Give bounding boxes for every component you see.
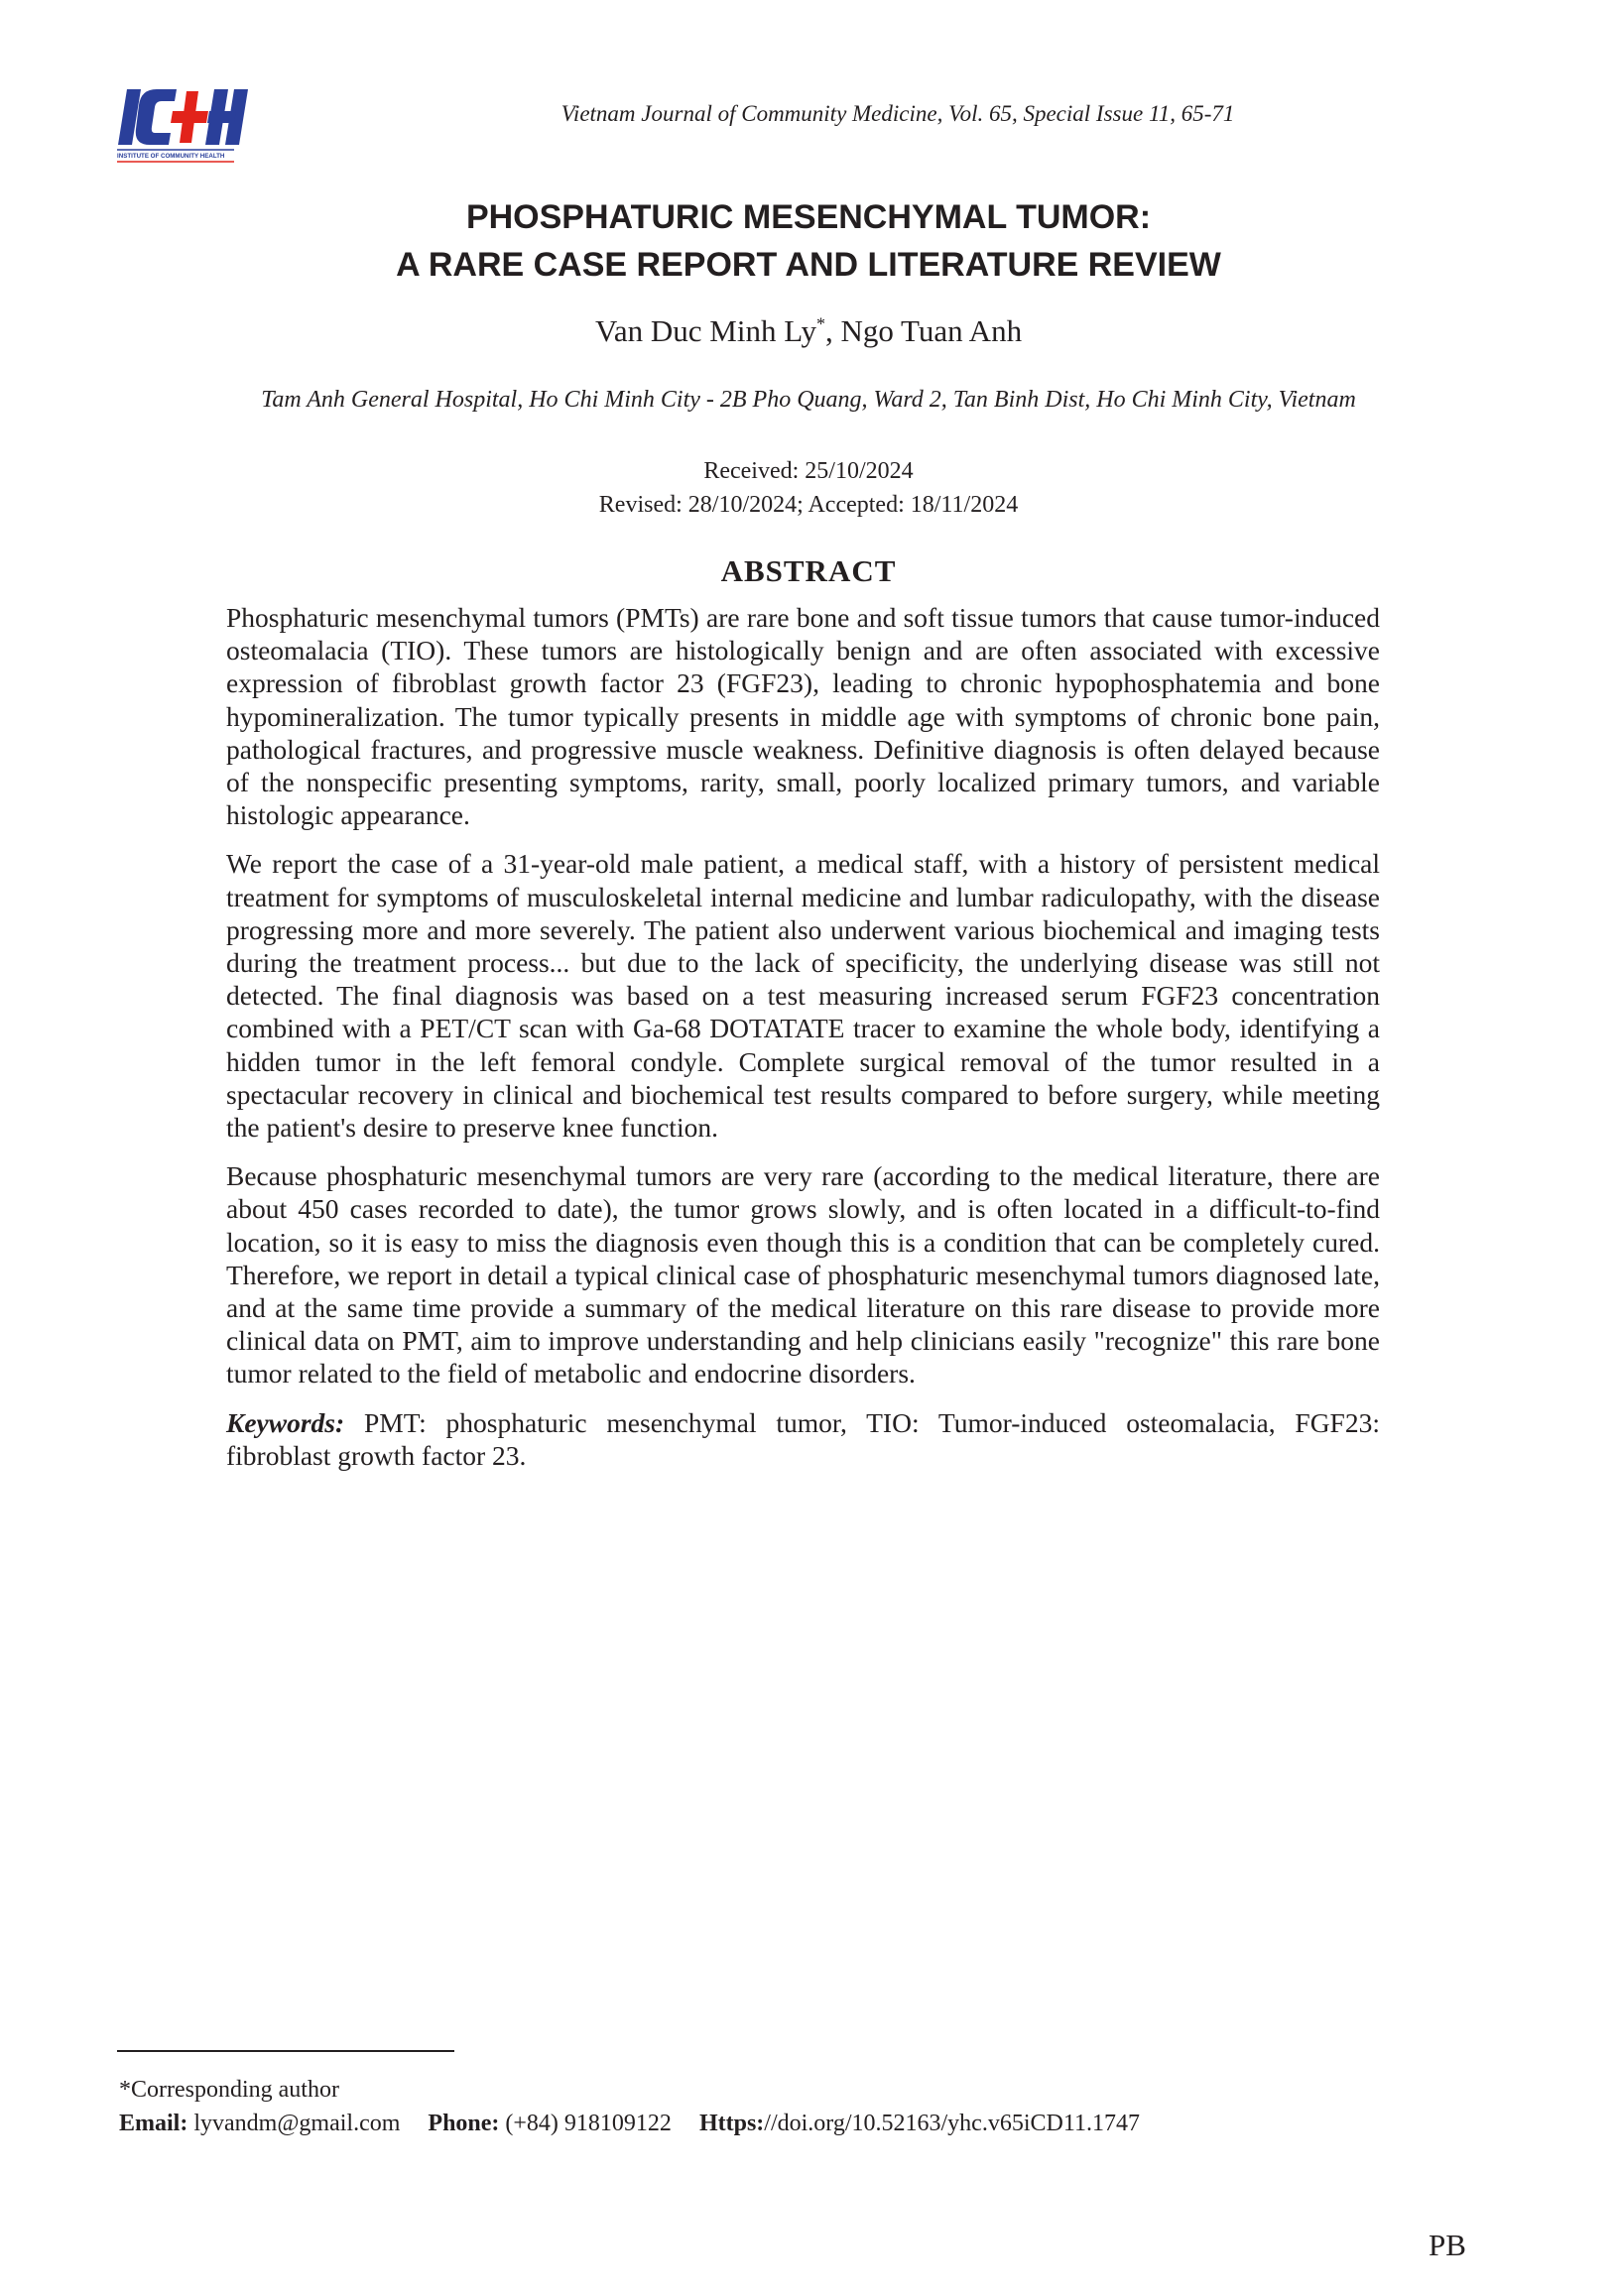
email-label: Email: — [119, 2111, 188, 2136]
abstract-paragraph: Because phosphaturic mesenchymal tumors are very rare (according to the medical literature, there are about 450 cases recorded to date), the tumor grows slowly, and is often located in a difficult-to-find location, so it is easy to miss the diagnosis even though this is a condition that can be completely cured. Therefore, we report in detail a typical clinical case of phosphaturic mesenchymal tumors diagnosed late, and at the same time provide a summary of the medical literature on this rare disease to provide more clinical data on PMT, aim to improve understanding and help clinicians easily "recognize" this rare bone tumor related to the field of metabolic and endocrine disorders. — [226, 1160, 1380, 1390]
keywords-label: Keywords: — [226, 1406, 345, 1438]
revised-accepted-date: Revised: 28/10/2024; Accepted: 18/11/2024 — [598, 492, 1019, 518]
abstract-heading: ABSTRACT — [720, 553, 897, 588]
title-line-2: A RARE CASE REPORT AND LITERATURE REVIEW — [396, 246, 1221, 284]
author-separator: , — [824, 313, 841, 348]
phone-label: Phone: — [428, 2111, 500, 2136]
keywords — [226, 1406, 1380, 1472]
abstract-paragraph: Phosphaturic mesenchymal tumors (PMTs) are rare bone and soft tissue tumors that cause tumor-induced osteomalacia (TIO). These tumors are histologically benign and are often associated with excessive expression of fibroblast growth factor 23 (FGF23), leading to chronic hypophosphatemia and bone hypomineralization. The tumor typically presents in middle age with symptoms of chronic bone pain, pathological fractures, and progressive muscle weakness. Definitive diagnosis is often delayed because of the nonspecific presenting symptoms, rarity, small, poorly localized primary tumors, and variable histologic appearance. — [226, 602, 1380, 831]
journal-citation: Vietnam Journal of Community Medicine, Vol. 65, Special Issue 11, 65-71 — [560, 101, 1235, 126]
article-title — [159, 193, 1458, 289]
phone-number: (+84) 918109122 — [499, 2111, 672, 2136]
author-name: Ngo Tuan Anh — [840, 313, 1023, 348]
institute-logo — [117, 87, 248, 165]
author-list — [0, 313, 1617, 349]
contact-line — [119, 2111, 1140, 2137]
abstract-body — [226, 601, 1380, 1488]
abstract-paragraph: We report the case of a 31-year-old male patient, a medical staff, with a history of persistent medical treatment for symptoms of musculoskeletal internal medicine and lumbar radiculopathy, with the disease progressing more and more severely. The patient also underwent various biochemical and imaging tests during the treatment process... but due to the lack of specificity, the underlying disease was still not detected. The final diagnosis was based on a test measuring increased serum FGF23 concentration combined with a PET/CT scan with Ga-68 DOTATATE tracer to examine the whole body, identifying a hidden tumor in the left femoral condyle. Complete surgical removal of the tumor resulted in a spectacular recovery in clinical and biochemical test results compared to before surgery, while meeting the patient's desire to preserve knee function. — [226, 848, 1380, 1144]
title-line-1: PHOSPHATURIC MESENCHYMAL TUMOR: — [465, 198, 1152, 236]
corresponding-mark: * — [815, 313, 825, 334]
logo-caption: INSTITUTE OF COMMUNITY HEALTH — [117, 153, 225, 160]
footnote-divider — [117, 2050, 454, 2052]
page-number: PB — [1429, 2228, 1466, 2262]
corresponding-author-note: *Corresponding author — [119, 2077, 339, 2103]
doi-link[interactable]: //doi.org/10.52163/yhc.v65iCD11.1747 — [764, 2111, 1140, 2136]
keywords-text: PMT: phosphaturic mesenchymal tumor, TIO: Tumor-induced osteomalacia, FGF23: fibroblast growth factor 23. — [226, 1406, 1380, 1471]
red-cross-icon — [171, 91, 208, 143]
affiliation: Tam Anh General Hospital, Ho Chi Minh City - 2B Pho Quang, Ward 2, Tan Binh Dist, Ho Chi Minh City, Vietnam — [261, 387, 1356, 413]
doi-label: Https: — [698, 2111, 765, 2136]
email-address[interactable]: lyvandm@gmail.com — [187, 2111, 401, 2136]
article-dates — [0, 454, 1617, 522]
author-name: Van Duc Minh Ly — [594, 313, 816, 348]
received-date: Received: 25/10/2024 — [703, 458, 914, 484]
